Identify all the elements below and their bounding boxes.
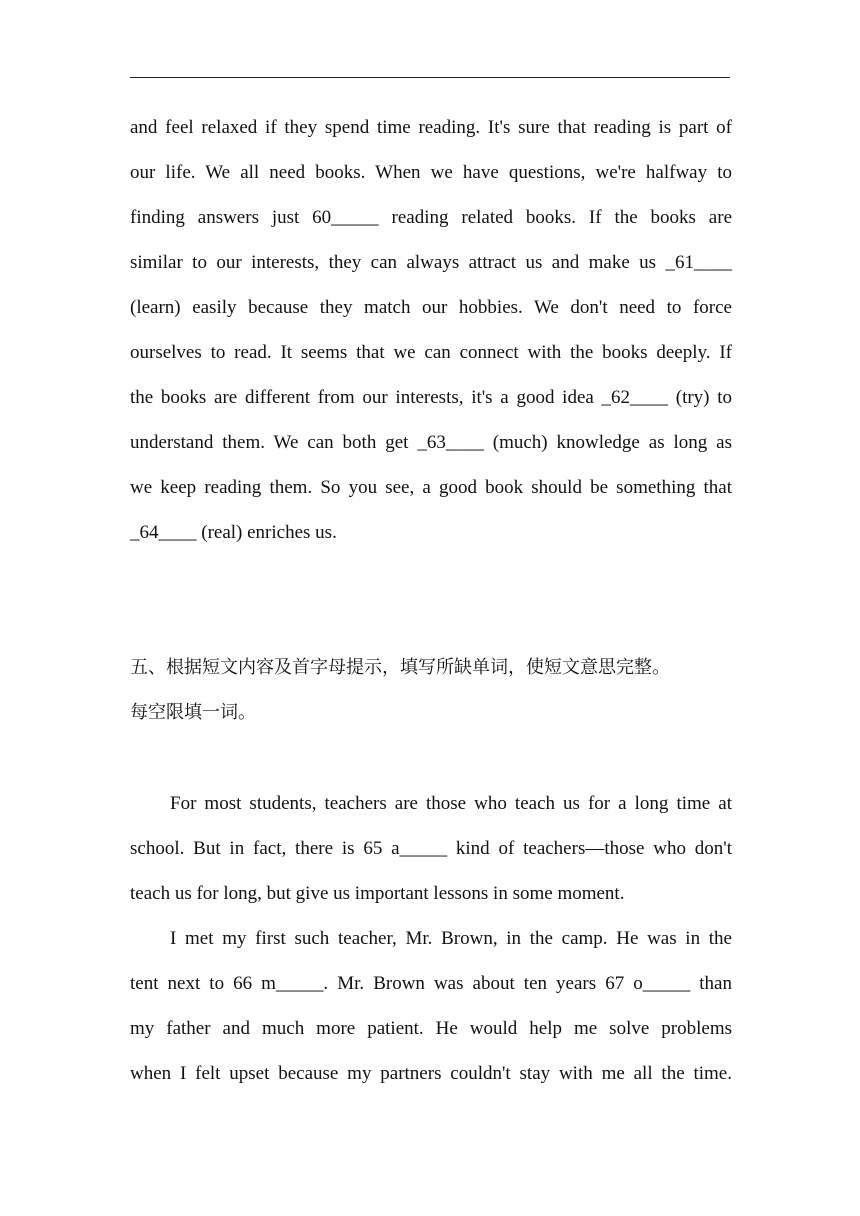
text-line: we keep reading them. So you see, a good book should be something that [130, 477, 732, 498]
header-rule [130, 77, 730, 78]
text-line: (learn) easily because they match our hobbies. We don't need to force [130, 297, 732, 318]
text-line: my father and much more patient. He would help me solve problems [130, 1018, 732, 1039]
text-line: finding answers just 60_____ reading related books. If the books are [130, 207, 732, 228]
passage-paragraph-3 [130, 916, 732, 1096]
text-line: understand them. We can both get _63____ (much) knowledge as long as [130, 432, 732, 453]
text-line: teach us for long, but give us important lessons in some moment. [130, 883, 625, 904]
text-line: when I felt upset because my partners couldn't stay with me all the time. [130, 1063, 732, 1084]
text-line: school. But in fact, there is 65 a_____ kind of teachers—those who don't [130, 838, 732, 859]
text-line: similar to our interests, they can always attract us and make us _61____ [130, 252, 732, 273]
text-line: tent next to 66 m_____. Mr. Brown was about ten years 67 o_____ than [130, 973, 732, 994]
passage-paragraph-1 [130, 105, 732, 555]
section-heading-line: 五、根据短文内容及首字母提示，填写所缺单词，使短文意思完整。 [130, 657, 670, 678]
section-heading-line: 每空限填一词。 [130, 702, 256, 723]
passage-paragraph-2 [130, 781, 732, 916]
text-line: and feel relaxed if they spend time reading. It's sure that reading is part of [130, 117, 732, 138]
section-5-instructions [130, 645, 732, 735]
text-line: our life. We all need books. When we have questions, we're halfway to [130, 162, 732, 183]
text-line: the books are different from our interests, it's a good idea _62____ (try) to [130, 387, 732, 408]
text-line: For most students, teachers are those who teach us for a long time at [170, 793, 732, 814]
text-line: I met my first such teacher, Mr. Brown, in the camp. He was in the [170, 928, 732, 949]
text-line: ourselves to read. It seems that we can connect with the books deeply. If [130, 342, 732, 363]
text-line: _64____ (real) enriches us. [130, 522, 337, 543]
